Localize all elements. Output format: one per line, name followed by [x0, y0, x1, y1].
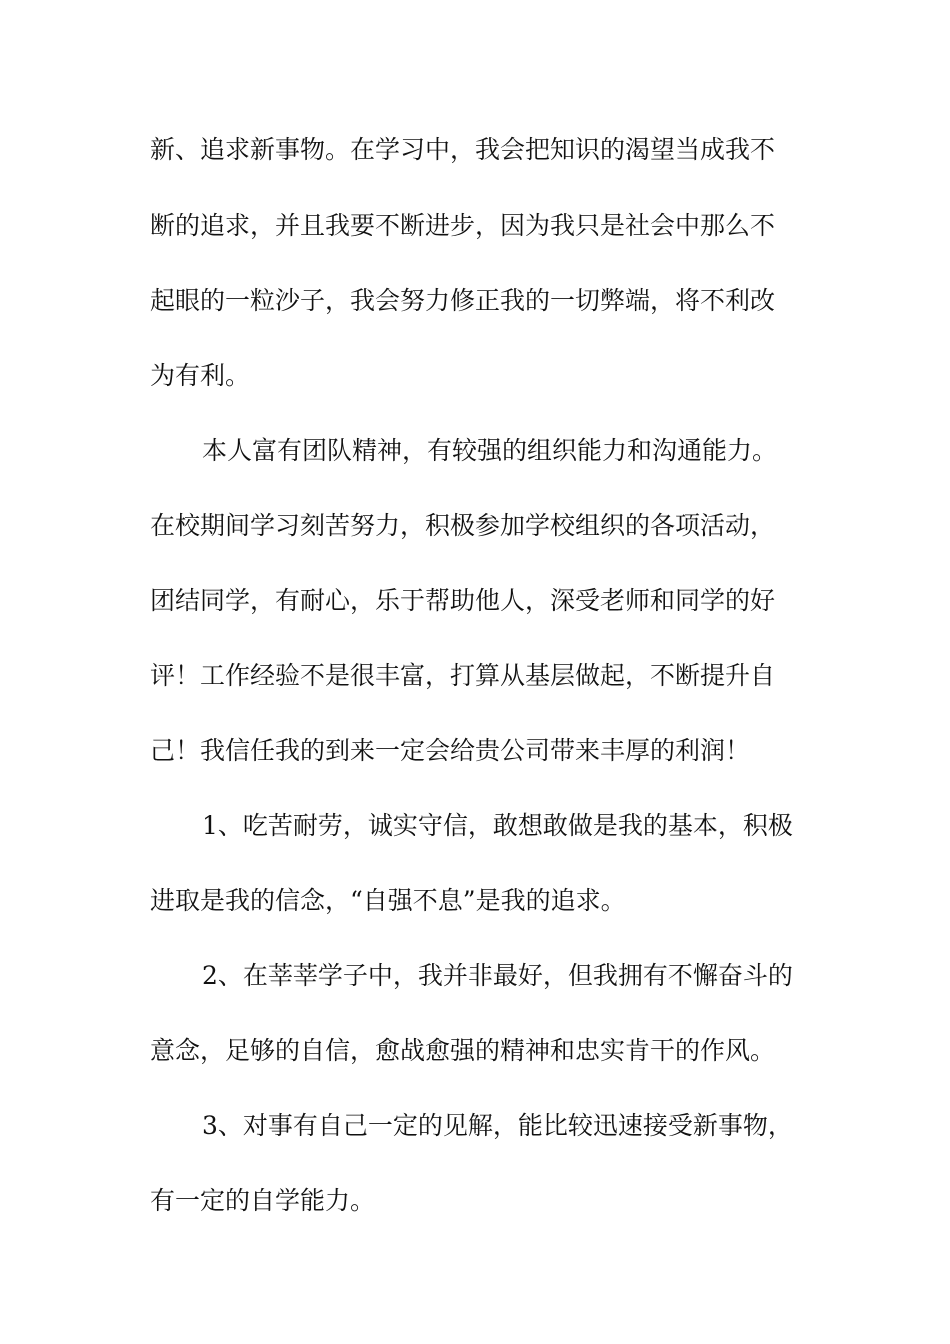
- text-line: 为有利。: [150, 361, 251, 390]
- text-line: 进取是我的信念，“自强不息”是我的追求。: [150, 886, 626, 915]
- text-line: 意念，足够的自信，愈战愈强的精神和忠实肯干的作风。: [150, 1036, 776, 1065]
- text-line: 有一定的自学能力。: [150, 1186, 376, 1215]
- text-line: 团结同学，有耐心，乐于帮助他人，深受老师和同学的好: [150, 586, 776, 615]
- text-line: 己！我信任我的到来一定会给贵公司带来丰厚的利润！: [150, 736, 751, 765]
- paragraph-first-line: 本人富有团队精神，有较强的组织能力和沟通能力。: [202, 436, 778, 465]
- text-line: 起眼的一粒沙子，我会努力修正我的一切弊端，将不利改: [150, 286, 776, 315]
- text-line: 断的追求，并且我要不断进步，因为我只是社会中那么不: [150, 211, 776, 240]
- list-item-1: 1、吃苦耐劳，诚实守信，敢想敢做是我的基本，积极: [202, 811, 793, 840]
- list-item-3: 3、对事有自己一定的见解，能比较迅速接受新事物，: [202, 1111, 793, 1140]
- text-line: 在校期间学习刻苦努力，积极参加学校组织的各项活动，: [150, 511, 776, 540]
- text-line: 新、追求新事物。在学习中，我会把知识的渴望当成我不: [150, 135, 776, 164]
- list-item-2: 2、在莘莘学子中，我并非最好，但我拥有不懈奋斗的: [202, 961, 793, 990]
- text-line: 评！工作经验不是很丰富，打算从基层做起，不断提升自: [150, 661, 776, 690]
